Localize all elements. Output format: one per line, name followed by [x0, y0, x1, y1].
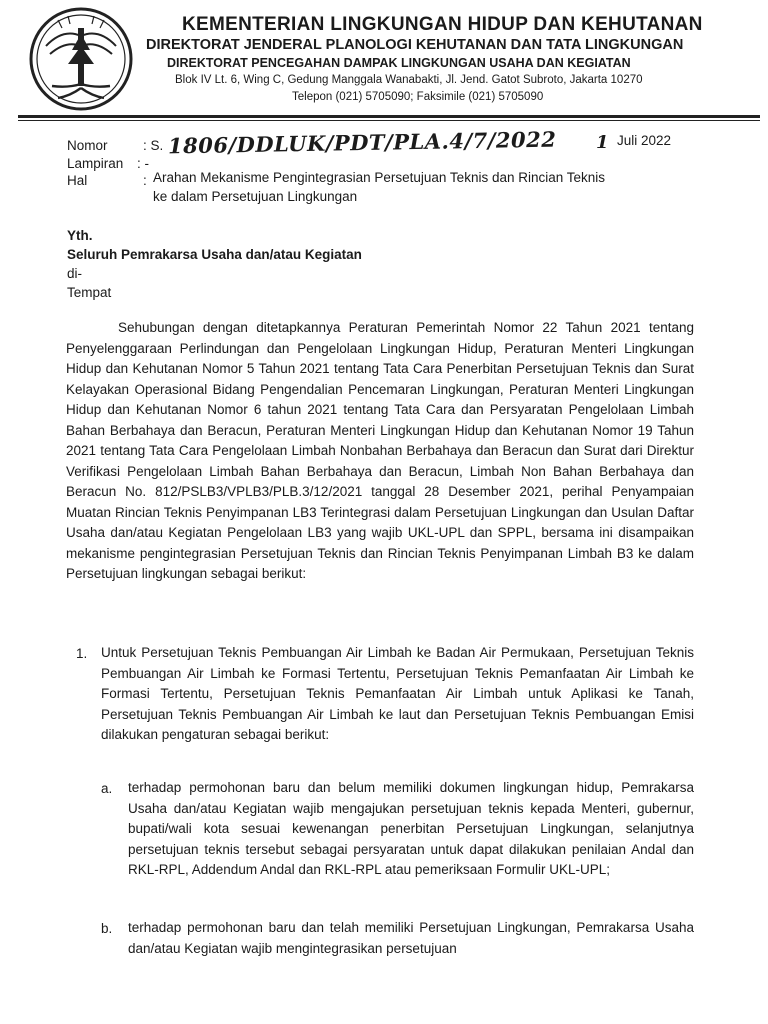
subitem-a-text: terhadap permohonan baru dan belum memiliki dokumen lingkungan hidup, Pemrakarsa Usaha dan/atau Kegiatan wajib mengajukan persetujuan teknis kepada Menteri, gubernur, bupati/wali kota sesuai kewenangan penerbitan Persetujuan Lingkungan, selanjutnya persetujuan teknis tersebut sebagai persyaratan untuk dapat dilakukan penilaian Andal dan RKL-RPL, Addendum Andal dan RKL-RPL atau pemeriksaan Formulir UKL-UPL;: [128, 780, 694, 877]
ministry-name: KEMENTERIAN LINGKUNGAN HIDUP DAN KEHUTANAN: [182, 14, 703, 35]
directorate-general-name: DIREKTORAT JENDERAL PLANOLOGI KEHUTANAN DAN TATA LINGKUNGAN: [146, 37, 684, 53]
item-1-marker: 1.: [76, 646, 88, 661]
ministry-tree-emblem-icon: [28, 6, 134, 112]
salutation: Yth.: [67, 228, 93, 243]
lampiran-label: Lampiran: [67, 156, 124, 171]
letterhead-divider-thick: [18, 115, 760, 118]
date-month-year: Juli 2022: [617, 133, 672, 148]
nomor-label: Nomor: [67, 138, 108, 153]
recipient: Seluruh Pemrakarsa Usaha dan/atau Kegiatan: [67, 247, 362, 262]
office-phone: Telepon (021) 5705090; Faksimile (021) 5705090: [292, 91, 544, 103]
letter-number-handwritten: 1806/DDLUK/PDT/PLA.4/7/2022: [167, 126, 557, 159]
item-1-text: Untuk Persetujuan Teknis Pembuangan Air Limbah ke Badan Air Permukaan, Persetujuan Teknis Pembuangan Air Limbah ke Formasi Tertentu, Persetujuan Teknis Pemanfaatan Air Limbah ke Formasi Tertentu, Persetujuan Teknis Pemanfaatan Air Limbah untuk Aplikasi ke Tanah, Persetujuan Teknis Pembuangan Air Limbah ke laut dan Persetujuan Teknis Pembuangan Emisi dilakukan pengaturan sebagai berikut:: [101, 645, 694, 742]
nomor-separator: : S.: [143, 138, 164, 153]
recipient-di: di-: [67, 266, 83, 281]
intro-paragraph: Sehubungan dengan ditetapkannya Peraturan Pemerintah Nomor 22 Tahun 2021 tentang Penyelenggaraan Perlindungan dan Pengelolaan Lingkungan Hidup, Peraturan Menteri Lingkungan Hidup dan Kehutanan Nomor 5 Tahun 2021 tentang Tata Cara Penerbitan Persetujuan Teknis dan Surat Kelayakan Operasional Bidang Pengendalian Pencemaran Lingkungan, Peraturan Menteri Lingkungan Hidup dan Kehutanan Nomor 6 tahun 2021 tentang Tata Cara dan Persyaratan Pengelolaan Limbah Bahan Berbahaya dan Beracun, Peraturan Menteri Lingkungan Hidup dan Kehutanan Nomor 19 Tahun 2021 tentang Tata Cara Pengelolaan Limbah Nonbahan Berbahaya dan Beracun dan Surat dari Direktur Verifikasi Pengelolaan Limbah Bahan Berbahaya dan Beracun, Limbah Non Bahan Berbahaya dan Beracun No. 812/PSLB3/VPLB3/PLB.3/12/2021 tanggal 28 Desember 2021, perihal Penyampaian Muatan Rincian Teknis Penyimpanan LB3 Terintegrasi dalam Persetujuan Lingkungan dan Usulan Daftar Usaha dan/atau Kegiatan Pengelolaan LB3 yang wajib UKL-UPL dan SPPL, bersama ini disampaikan mekanisme pengintegrasian Persetujuan Teknis dan Rincian Teknis Penyimpanan Limbah B3 ke dalam Persetujuan lingkungan sebagai berikut:: [66, 320, 694, 581]
lampiran-value: : -: [137, 156, 149, 171]
letterhead-divider-thin: [18, 120, 760, 121]
hal-separator: :: [143, 173, 147, 188]
subject-line-2: ke dalam Persetujuan Lingkungan: [153, 189, 358, 204]
subject-line-1: Arahan Mekanisme Pengintegrasian Persetujuan Teknis dan Rincian Teknis: [153, 170, 606, 185]
subitem-b-marker: b.: [101, 921, 113, 936]
recipient-place: Tempat: [67, 285, 112, 300]
directorate-name: DIREKTORAT PENCEGAHAN DAMPAK LINGKUNGAN USAHA DAN KEGIATAN: [167, 56, 631, 70]
date-day-handwritten: 1: [596, 132, 609, 153]
office-address: Blok IV Lt. 6, Wing C, Gedung Manggala Wanabakti, Jl. Jend. Gatot Subroto, Jakarta 10270: [175, 74, 643, 86]
hal-label: Hal: [67, 173, 88, 188]
subitem-a-marker: a.: [101, 781, 113, 796]
subitem-b-text: terhadap permohonan baru dan telah memiliki Persetujuan Lingkungan, Pemrakarsa Usaha dan/atau Kegiatan wajib mengintegrasikan persetujuan: [128, 920, 694, 956]
